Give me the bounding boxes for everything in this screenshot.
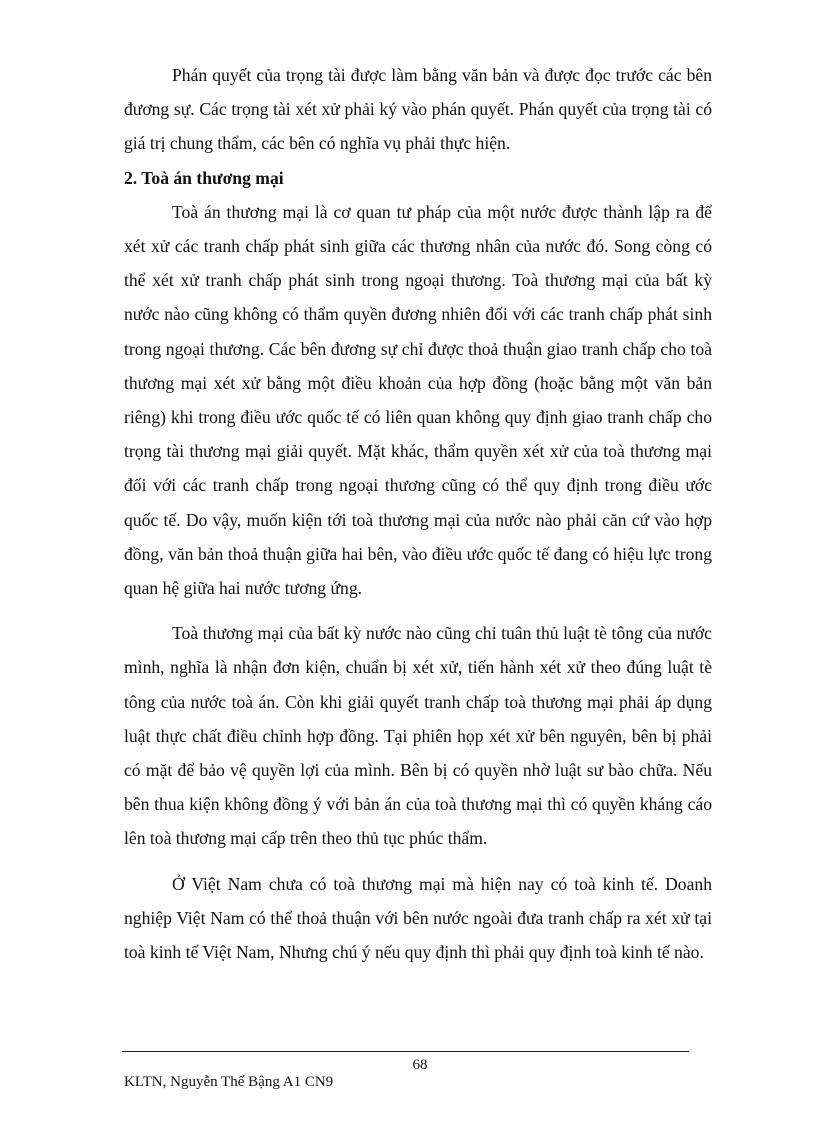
section-heading: 2. Toà án thương mại <box>124 167 284 188</box>
footer-divider <box>122 1051 689 1052</box>
page-number: 68 <box>412 1057 428 1073</box>
paragraph-arbitration-ruling: Phán quyết của trọng tài được làm bằng văn bản và được đọc trước các bên đương sự. Các trọng tài xét xử phải ký vào phán quyết. Phán quyết của trọng tài có giá trị chung thẩm, các bên có nghĩa vụ phải thực hiện. <box>124 65 712 154</box>
paragraph-vietnam-economic-court: Ở Việt Nam chưa có toà thương mại mà hiện nay có toà kinh tế. Doanh nghiệp Việt Nam có thể thoả thuận với bên nước ngoài đưa tranh chấp ra xét xử tại toà kinh tế Việt Nam, Nhưng chú ý nếu quy định thì phải quy định toà kinh tế nào. <box>124 873 712 963</box>
document-body <box>124 58 712 969</box>
paragraph-procedural-law: Toà thương mại của bất kỳ nước nào cũng chỉ tuân thủ luật tè tông của nước mình, nghĩa là nhận đơn kiện, chuẩn bị xét xử, tiến hành xét xử theo đúng luật tè tông của nước toà án. Còn khi giải quyết tranh chấp toà thương mại phải áp dụng luật thực chất điều chỉnh hợp đồng. Tại phiên họp xét xử bên nguyên, bên bị phải có mặt để bảo vệ quyền lợi của mình. Bên bị có quyền nhờ luật sư bào chữa. Nếu bên thua kiện không đồng ý với bản án của toà thương mại thì có quyền kháng cáo lên toà thương mại cấp trên theo thủ tục phúc thẩm. <box>124 623 712 849</box>
paragraph-commercial-court-definition: Toà án thương mại là cơ quan tư pháp của một nước được thành lập ra để xét xử các tranh chấp phát sinh giữa các thương nhân của nước đó. Song còng có thể xét xử tranh chấp phát sinh trong ngoại thương. Toà thương mại của bất kỳ nước nào cũng không có thẩm quyền đương nhiên đối với các tranh chấp phát sinh trong ngoại thương. Các bên đương sự chỉ được thoả thuận giao tranh chấp cho toà thương mại xét xử bằng một điều khoản của hợp đồng (hoặc bằng một văn bản riêng) khi trong điều ước quốc tế có liên quan không quy định giao tranh chấp cho trọng tài thương mại giải quyết. Mặt khác, thẩm quyền xét xử của toà thương mại đối với các tranh chấp trong ngoại thương cũng có thể quy định trong điều ước quốc tế. Do vậy, muốn kiện tới toà thương mại của nước nào phải căn cứ vào hợp đồng, văn bản thoả thuận giữa hai bên, vào điều ước quốc tế đang có hiệu lực trong quan hệ giữa hai nước tương ứng. <box>124 201 712 599</box>
footer-author-line: KLTN, Nguyễn Thế Bậng A1 CN9 <box>124 1074 334 1090</box>
